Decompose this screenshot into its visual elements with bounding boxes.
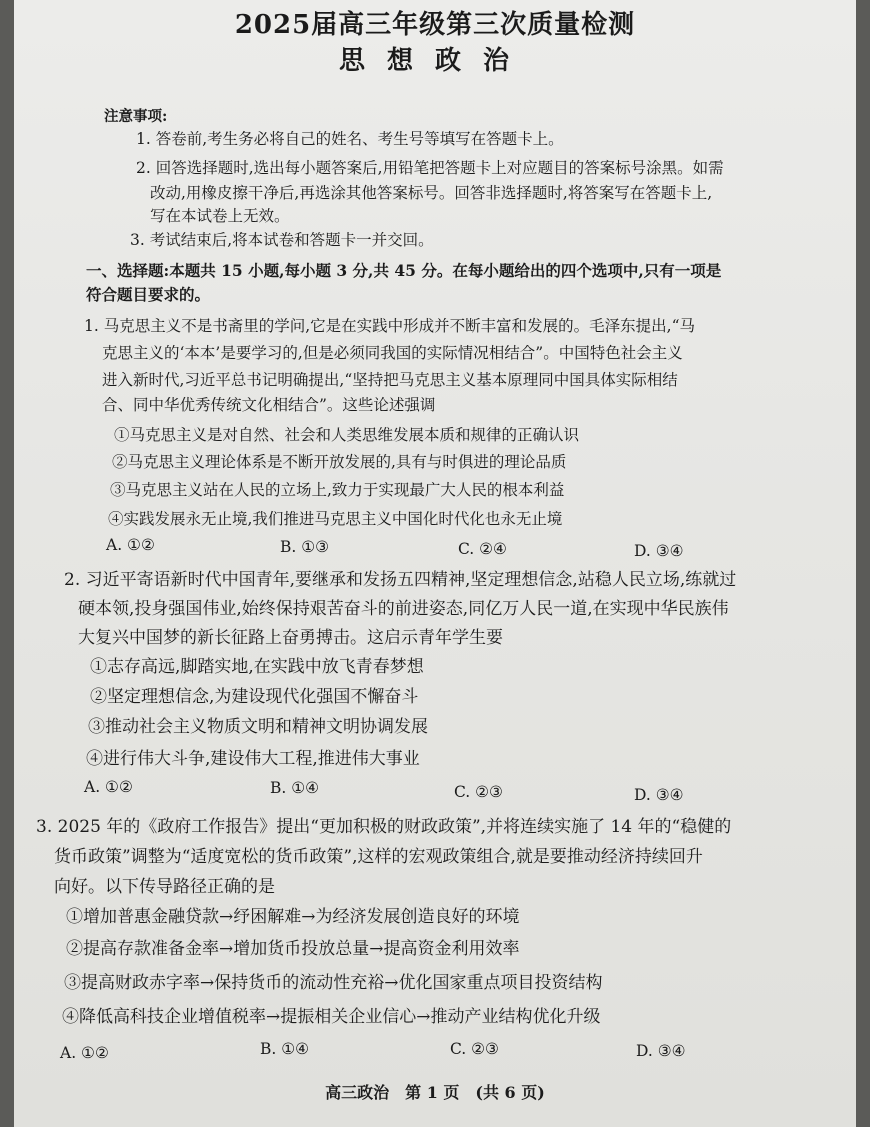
question-stem: 合、同中华优秀传统文化相结合”。这些论述强调 — [102, 396, 436, 414]
question-item: ③马克思主义站在人民的立场上,致力于实现最广大人民的根本利益 — [110, 481, 565, 499]
question-item: ②马克思主义理论体系是不断开放发展的,具有与时俱进的理论品质 — [112, 453, 567, 471]
question-item: ④实践发展永无止境,我们推进马克思主义中国化时代化也永无止境 — [108, 510, 563, 528]
question-item: ④进行伟大斗争,建设伟大工程,推进伟大事业 — [86, 749, 420, 769]
question-item: ④降低高科技企业增值税率→提振相关企业信心→推动产业结构优化升级 — [62, 1007, 601, 1027]
notice-heading: 注意事项: — [104, 108, 168, 125]
notice-line: 3. 考试结束后,将本试卷和答题卡一并交回。 — [130, 231, 434, 249]
question-stem: 进入新时代,习近平总书记明确提出,“坚持把马克思主义基本原理同中国具体实际相结 — [102, 371, 678, 389]
question-stem: 1. 马克思主义不是书斋里的学问,它是在实践中形成并不断丰富和发展的。毛泽东提出,“马 — [84, 317, 695, 335]
notice-line: 1. 答卷前,考生务必将自己的姓名、考生号等填写在答题卡上。 — [136, 130, 564, 148]
question-stem: 克思主义的‘本本’是要学习的,但是必须同我国的实际情况相结合”。中国特色社会主义 — [102, 344, 683, 362]
notice-line: 写在本试卷上无效。 — [150, 207, 290, 225]
question-item: ③提高财政赤字率→保持货币的流动性充裕→优化国家重点项目投资结构 — [64, 973, 603, 993]
option-a: A. ①② — [106, 536, 155, 554]
notice-line: 改动,用橡皮擦干净后,再选涂其他答案标号。回答非选择题时,将答案写在答题卡上, — [150, 184, 713, 202]
question-item: ③推动社会主义物质文明和精神文明协调发展 — [88, 717, 428, 737]
exam-page — [14, 0, 856, 1127]
section-heading: 符合题目要求的。 — [86, 285, 211, 304]
question-stem: 货币政策”调整为“适度宽松的货币政策”,这样的宏观政策组合,就是要推动经济持续回升 — [54, 847, 703, 867]
question-item: ①马克思主义是对自然、社会和人类思维发展本质和规律的正确认识 — [114, 426, 580, 444]
option-c: C. ②③ — [454, 783, 503, 801]
page-footer: 高三政治 第 1 页 (共 6 页) — [325, 1083, 545, 1102]
question-stem: 硬本领,投身强国伟业,始终保持艰苦奋斗的前进姿态,同亿万人民一道,在实现中华民族伟 — [78, 599, 729, 619]
question-item: ①志存高远,脚踏实地,在实践中放飞青春梦想 — [90, 657, 424, 677]
option-d: D. ③④ — [634, 542, 684, 560]
section-heading: 一、选择题:本题共 15 小题,每小题 3 分,共 45 分。在每小题给出的四个选项中,只有一项是 — [86, 261, 722, 280]
question-stem: 3. 2025 年的《政府工作报告》提出“更加积极的财政政策”,并将连续实施了 14 年的“稳健的 — [36, 817, 732, 837]
option-b: B. ①④ — [270, 779, 320, 797]
option-d: D. ③④ — [634, 786, 684, 804]
exam-title: 2025届高三年级第三次质量检测 — [234, 10, 636, 40]
option-b: B. ①③ — [280, 538, 330, 556]
subject-title: 思想政治 — [338, 46, 531, 76]
question-stem: 向好。以下传导路径正确的是 — [54, 877, 275, 897]
question-item: ②提高存款准备金率→增加货币投放总量→提高资金利用效率 — [66, 939, 520, 959]
question-item: ②坚定理想信念,为建设现代化强国不懈奋斗 — [90, 687, 419, 707]
option-c: C. ②③ — [450, 1040, 499, 1058]
option-b: B. ①④ — [260, 1040, 310, 1058]
option-c: C. ②④ — [458, 540, 507, 558]
option-a: A. ①② — [84, 778, 133, 796]
option-d: D. ③④ — [636, 1042, 686, 1060]
option-a: A. ①② — [60, 1044, 109, 1062]
question-item: ①增加普惠金融贷款→纾困解难→为经济发展创造良好的环境 — [66, 907, 520, 927]
question-stem: 大复兴中国梦的新长征路上奋勇搏击。这启示青年学生要 — [78, 628, 503, 648]
question-stem: 2. 习近平寄语新时代中国青年,要继承和发扬五四精神,坚定理想信念,站稳人民立场,练就过 — [64, 570, 737, 590]
notice-line: 2. 回答选择题时,选出每小题答案后,用铅笔把答题卡上对应题目的答案标号涂黑。如需 — [136, 159, 724, 177]
